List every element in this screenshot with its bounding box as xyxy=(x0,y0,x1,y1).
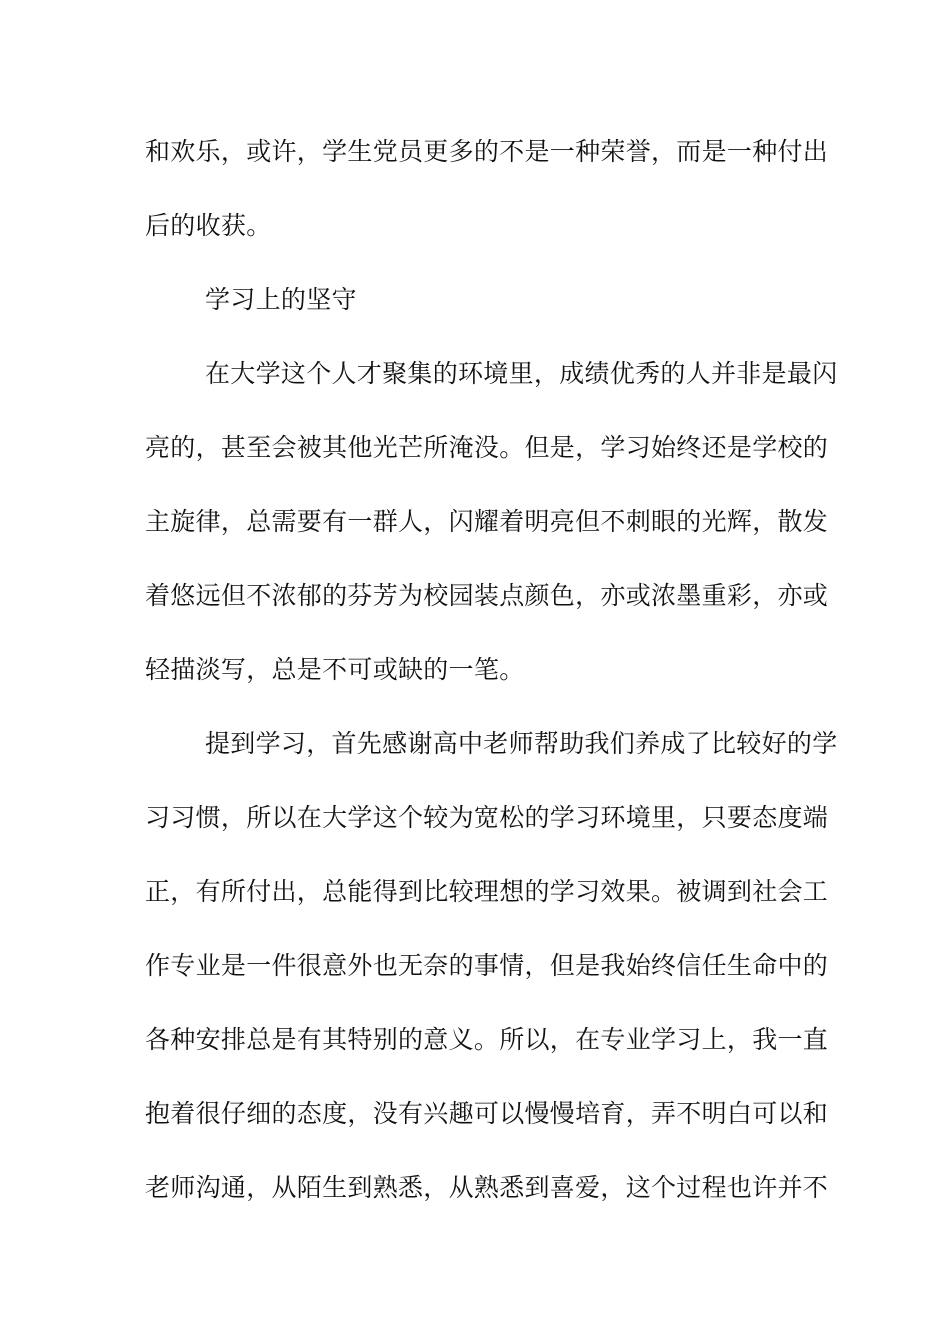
paragraph-line: 习习惯，所以在大学这个较为宽松的学习环境里，只要态度端 xyxy=(145,803,829,832)
paragraph-line: 正，有所付出，总能得到比较理想的学习效果。被调到社会工 xyxy=(145,877,829,906)
paragraph-line: 抱着很仔细的态度，没有兴趣可以慢慢培育，弄不明白可以和 xyxy=(145,1099,829,1128)
paragraph-line: 亮的，甚至会被其他光芒所淹没。但是，学习始终还是学校的 xyxy=(145,433,829,462)
paragraph-line: 作专业是一件很意外也无奈的事情，但是我始终信任生命中的 xyxy=(145,951,829,980)
paragraph-line: 各种安排总是有其特别的意义。所以，在专业学习上，我一直 xyxy=(145,1025,829,1054)
paragraph-line: 主旋律，总需要有一群人，闪耀着明亮但不刺眼的光辉，散发 xyxy=(145,507,829,536)
paragraph-line: 轻描淡写，总是不可或缺的一笔。 xyxy=(145,655,525,684)
paragraph-line: 和欢乐，或许，学生党员更多的不是一种荣誉，而是一种付出 xyxy=(145,137,829,166)
paragraph-line: 在大学这个人才聚集的环境里，成绩优秀的人并非是最闪 xyxy=(205,359,838,388)
paragraph-line: 后的收获。 xyxy=(145,211,272,240)
paragraph-line: 提到学习，首先感谢高中老师帮助我们养成了比较好的学 xyxy=(205,729,838,758)
paragraph-line: 老师沟通，从陌生到熟悉，从熟悉到喜爱，这个过程也许并不 xyxy=(145,1173,829,1202)
section-heading: 学习上的坚守 xyxy=(205,285,357,314)
paragraph-line: 着悠远但不浓郁的芬芳为校园装点颜色，亦或浓墨重彩，亦或 xyxy=(145,581,829,610)
